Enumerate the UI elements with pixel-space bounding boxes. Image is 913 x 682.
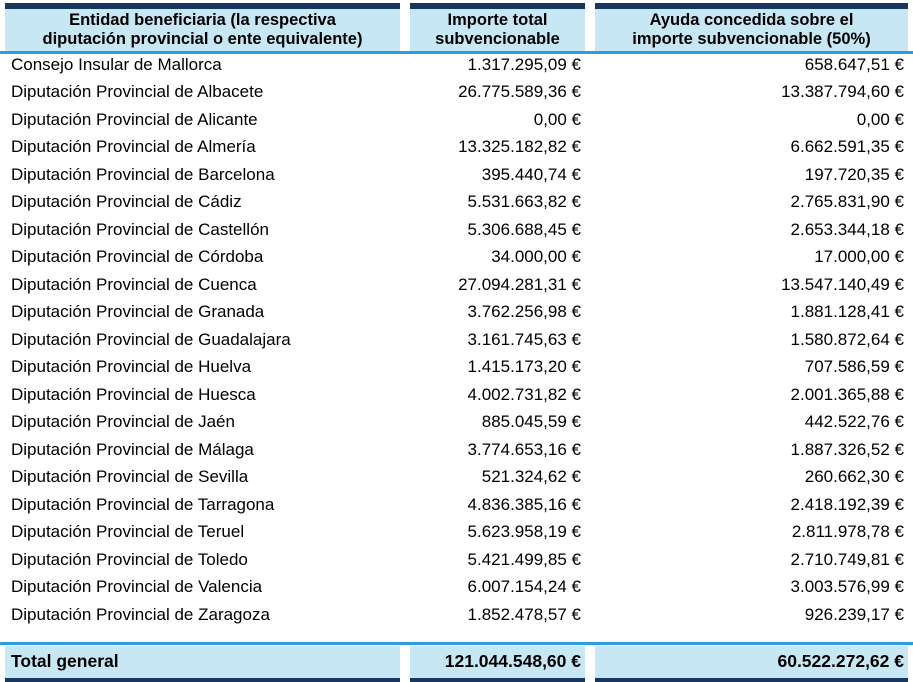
header-entidad-line1: Entidad beneficiaria (la respectiva xyxy=(69,11,336,29)
importe-cell: 885.045,59 € xyxy=(410,409,585,437)
total-label-cell: Total general xyxy=(5,629,400,682)
table-row xyxy=(5,134,908,162)
table-row xyxy=(5,79,908,107)
table-row xyxy=(5,574,908,602)
entity-cell: Diputación Provincial de Guadalajara xyxy=(5,326,400,354)
table-row xyxy=(5,464,908,492)
importe-cell: 5.421.499,85 € xyxy=(410,546,585,574)
table-row xyxy=(5,299,908,327)
table-row xyxy=(5,189,908,217)
header-importe xyxy=(410,3,585,51)
table-row xyxy=(5,409,908,437)
table-row xyxy=(5,519,908,547)
header-entidad-line2: diputación provincial o ente equivalente) xyxy=(42,30,363,48)
header-ayuda xyxy=(595,3,908,51)
importe-cell: 4.002.731,82 € xyxy=(410,381,585,409)
entity-cell: Diputación Provincial de Granada xyxy=(5,299,400,327)
ayuda-cell: 1.887.326,52 € xyxy=(595,436,908,464)
importe-cell: 1.317.295,09 € xyxy=(410,51,585,79)
importe-cell: 4.836.385,16 € xyxy=(410,491,585,519)
importe-cell: 1.415.173,20 € xyxy=(410,354,585,382)
header-entidad xyxy=(5,3,400,51)
total-ayuda-cell: 60.522.272,62 € xyxy=(595,629,908,682)
importe-cell: 13.325.182,82 € xyxy=(410,134,585,162)
table-row xyxy=(5,161,908,189)
importe-cell: 27.094.281,31 € xyxy=(410,271,585,299)
importe-cell: 0,00 € xyxy=(410,106,585,134)
ayuda-cell: 260.662,30 € xyxy=(595,464,908,492)
table-row xyxy=(5,491,908,519)
table-row xyxy=(5,216,908,244)
entity-cell: Diputación Provincial de Barcelona xyxy=(5,161,400,189)
header-importe-line1: Importe total xyxy=(447,11,548,29)
entity-cell: Diputación Provincial de Huesca xyxy=(5,381,400,409)
ayuda-cell: 1.881.128,41 € xyxy=(595,299,908,327)
table-row xyxy=(5,106,908,134)
table-row xyxy=(5,51,908,79)
ayuda-cell: 2.653.344,18 € xyxy=(595,216,908,244)
ayuda-cell: 13.387.794,60 € xyxy=(595,79,908,107)
ayuda-cell: 926.239,17 € xyxy=(595,601,908,629)
table-row xyxy=(5,601,908,629)
entity-cell: Diputación Provincial de Albacete xyxy=(5,79,400,107)
header-importe-line2: subvencionable xyxy=(435,30,560,48)
importe-cell: 3.161.745,63 € xyxy=(410,326,585,354)
entity-cell: Diputación Provincial de Almería xyxy=(5,134,400,162)
ayuda-cell: 2.765.831,90 € xyxy=(595,189,908,217)
total-importe-cell: 121.044.548,60 € xyxy=(410,629,585,682)
entity-cell: Diputación Provincial de Huelva xyxy=(5,354,400,382)
ayuda-cell: 17.000,00 € xyxy=(595,244,908,272)
ayuda-cell: 707.586,59 € xyxy=(595,354,908,382)
importe-cell: 5.623.958,19 € xyxy=(410,519,585,547)
ayuda-cell: 3.003.576,99 € xyxy=(595,574,908,602)
table-row xyxy=(5,381,908,409)
entity-cell: Diputación Provincial de Málaga xyxy=(5,436,400,464)
table-row xyxy=(5,271,908,299)
ayuda-cell: 442.522,76 € xyxy=(595,409,908,437)
importe-cell: 395.440,74 € xyxy=(410,161,585,189)
entity-cell: Diputación Provincial de Cuenca xyxy=(5,271,400,299)
entity-cell: Diputación Provincial de Valencia xyxy=(5,574,400,602)
importe-cell: 3.774.653,16 € xyxy=(410,436,585,464)
subsidies-table xyxy=(0,3,913,682)
header-ayuda-line1: Ayuda concedida sobre el xyxy=(649,11,854,29)
ayuda-cell: 1.580.872,64 € xyxy=(595,326,908,354)
entity-cell: Diputación Provincial de Alicante xyxy=(5,106,400,134)
entity-cell: Diputación Provincial de Córdoba xyxy=(5,244,400,272)
importe-cell: 1.852.478,57 € xyxy=(410,601,585,629)
importe-cell: 26.775.589,36 € xyxy=(410,79,585,107)
entity-cell: Diputación Provincial de Castellón xyxy=(5,216,400,244)
entity-cell: Diputación Provincial de Sevilla xyxy=(5,464,400,492)
table-header-row xyxy=(5,3,908,51)
table-row xyxy=(5,354,908,382)
entity-cell: Consejo Insular de Mallorca xyxy=(5,51,400,79)
ayuda-cell: 2.418.192,39 € xyxy=(595,491,908,519)
importe-cell: 3.762.256,98 € xyxy=(410,299,585,327)
ayuda-cell: 2.811.978,78 € xyxy=(595,519,908,547)
entity-cell: Diputación Provincial de Teruel xyxy=(5,519,400,547)
importe-cell: 521.324,62 € xyxy=(410,464,585,492)
ayuda-cell: 0,00 € xyxy=(595,106,908,134)
total-row xyxy=(5,629,908,682)
entity-cell: Diputación Provincial de Tarragona xyxy=(5,491,400,519)
table-row xyxy=(5,436,908,464)
table-row xyxy=(5,546,908,574)
importe-cell: 5.306.688,45 € xyxy=(410,216,585,244)
table-row xyxy=(5,244,908,272)
ayuda-cell: 13.547.140,49 € xyxy=(595,271,908,299)
header-ayuda-line2: importe subvencionable (50%) xyxy=(632,30,871,48)
table-row xyxy=(5,326,908,354)
importe-cell: 6.007.154,24 € xyxy=(410,574,585,602)
ayuda-cell: 6.662.591,35 € xyxy=(595,134,908,162)
entity-cell: Diputación Provincial de Jaén xyxy=(5,409,400,437)
importe-cell: 34.000,00 € xyxy=(410,244,585,272)
entity-cell: Diputación Provincial de Zaragoza xyxy=(5,601,400,629)
ayuda-cell: 197.720,35 € xyxy=(595,161,908,189)
ayuda-cell: 2.710.749,81 € xyxy=(595,546,908,574)
entity-cell: Diputación Provincial de Cádiz xyxy=(5,189,400,217)
ayuda-cell: 2.001.365,88 € xyxy=(595,381,908,409)
importe-cell: 5.531.663,82 € xyxy=(410,189,585,217)
entity-cell: Diputación Provincial de Toledo xyxy=(5,546,400,574)
ayuda-cell: 658.647,51 € xyxy=(595,51,908,79)
